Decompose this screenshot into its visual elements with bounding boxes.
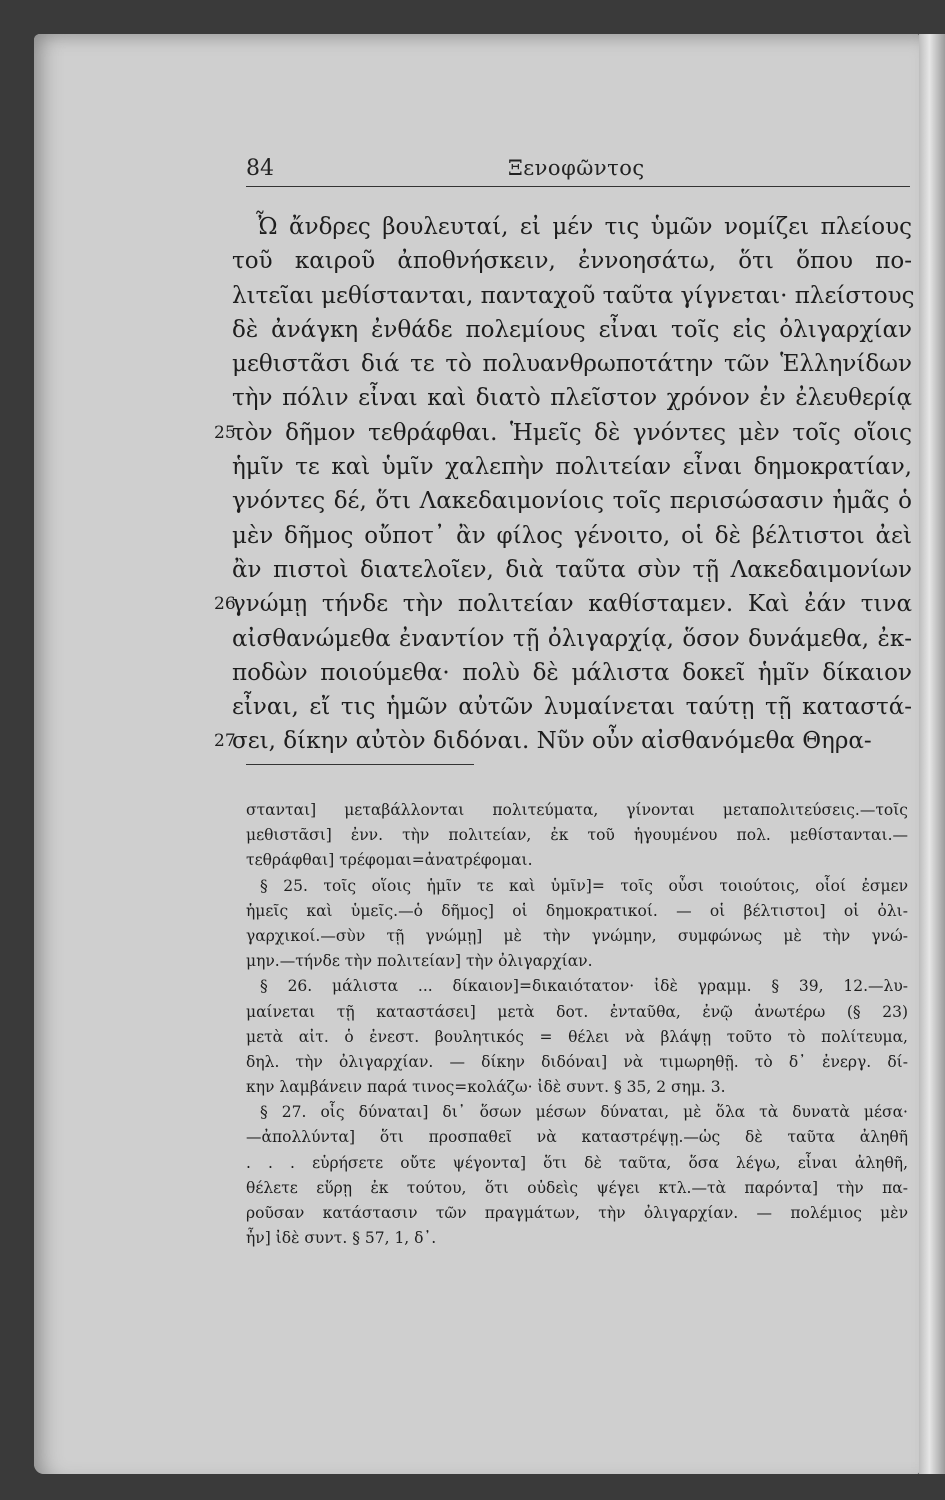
text-line — [232, 313, 912, 347]
footnote-line: μετὰ αἰτ. ὁ ἐνεστ. βουλητικός = θέλει νὰ βλάψῃ τοῦτο τὸ πολίτευμα, — [246, 1027, 908, 1046]
footnote-line: στανται] μεταβάλλονται πολιτεύματα, γίνονται μεταπολιτεύσεις.—τοῖς — [246, 801, 908, 819]
footnote-line: . . . εὑρήσετε οὔτε ψέγοντα] ὅτι δὲ ταῦτα, ὅσα λέγω, εἶναι ἀληθῆ, — [246, 1153, 908, 1172]
text-line — [232, 279, 915, 313]
footnote-line: γαρχικοί.—σὺν τῇ γνώμῃ] μὲ τὴν γνώμην, συμφώνως μὲ τὴν γνώ- — [246, 926, 908, 945]
text-line-content: τοῦ καιροῦ ἀποθνήσκειν, ἐννοησάτω, ὅτι ὅπου πο- — [232, 248, 912, 275]
text-line-content: μεθιστᾶσι διά τε τὸ πολυανθρωποτάτην τῶν Ἑλληνίδων — [232, 351, 912, 378]
text-line — [232, 656, 912, 690]
text-line-content: μὲν δῆμος οὔποτ᾽ ἂν φίλος γένοιτο, οἱ δὲ βέλτιστοι ἀεὶ — [232, 522, 912, 549]
footnotes — [246, 798, 908, 1251]
text-line-content: ἂν πιστοὶ διατελοῖεν, διὰ ταῦτα σὺν τῇ Λακεδαιμονίων — [232, 556, 912, 583]
page-number: 84 — [246, 156, 274, 181]
footnote-line: § 26. μάλιστα ... δίκαιον]=δικαιότατον· ἰδὲ γραμμ. § 39, 12.—λυ- — [260, 977, 908, 996]
text-line — [232, 484, 912, 518]
text-line — [214, 416, 912, 450]
text-line — [232, 210, 912, 244]
text-line — [232, 347, 912, 381]
footnote-line: μεθιστᾶσι] ἐνν. τὴν πολιτείαν, ἐκ τοῦ ἡγουμένου πολ. μεθίστανται.— — [246, 826, 908, 845]
text-line-content: γνώμῃ τήνδε τὴν πολιτείαν καθίσταμεν. Καὶ ἐάν τινα — [232, 591, 912, 618]
footnote-line: ἦν] ἰδὲ συντ. § 57, 1, δ᾽. — [246, 1229, 437, 1248]
text-line-content: ἡμῖν τε καὶ ὑμῖν χαλεπὴν πολιτείαν εἶναι δημοκρατίαν, — [232, 454, 912, 481]
running-title: Ξενοφῶντος — [508, 156, 645, 180]
footnote-line: δηλ. τὴν ὀλιγαρχίαν. — δίκην διδόναι] νὰ τιμωρηθῇ. τὸ δ᾽ ἐνεργ. δί- — [246, 1052, 908, 1071]
text-line-content: δὲ ἀνάγκη ἐνθάδε πολεμίους εἶναι τοῖς εἰς ὀλιγαρχίαν — [232, 316, 912, 343]
text-line-content: εἶναι, εἴ τις ἡμῶν αὐτῶν λυμαίνεται ταύτῃ τῇ καταστά- — [232, 694, 912, 721]
footnote-line: μαίνεται τῇ καταστάσει] μετὰ δοτ. ἐνταῦθα, ἐνῷ ἀνωτέρω (§ 23) — [246, 1002, 908, 1021]
text-line-content: τὴν πόλιν εἶναι καὶ διατὸ πλεῖστον χρόνον ἐν ἐλευθερίᾳ — [232, 385, 912, 412]
footnote-line: τεθράφθαι] τρέφομαι=ἀνατρέφομαι. — [246, 851, 533, 870]
text-line — [232, 450, 912, 484]
text-line — [232, 381, 912, 415]
footnote-line: —ἀπολλύντα] ὅτι προσπαθεῖ νὰ καταστρέψῃ.—ὡς δὲ ταῦτα ἀληθῆ — [246, 1128, 908, 1147]
text-line — [232, 519, 912, 553]
page-header — [246, 156, 910, 187]
text-line-content: αἰσθανώμεθα ἐναντίον τῇ ὀλιγαρχίᾳ, ὅσον δυνάμεθα, ἐκ- — [232, 625, 912, 652]
text-line — [232, 553, 912, 587]
footnote-line: θέλετε εὕρῃ ἐκ τούτου, ὅτι οὐδεὶς ψέγει κτλ.—τὰ παρόντα] τὴν πα- — [246, 1178, 908, 1197]
section-number: 27 — [214, 731, 236, 752]
text-line — [232, 622, 912, 656]
footnote-line: § 25. τοῖς οἵοις ἡμῖν τε καὶ ὑμῖν]= τοῖς οὖσι τοιούτοις, οἷοί ἐσμεν — [260, 876, 908, 895]
footnote-line: ροῦσαν κατάστασιν τῶν πραγμάτων, τὴν ὀλιγαρχίαν. — πολέμιος μὲν — [246, 1204, 908, 1222]
text-line-content: λιτεῖαι μεθίστανται, πανταχοῦ ταῦτα γίγνεται· πλείστους — [232, 282, 915, 309]
text-line-content: τὸν δῆμον τεθράφθαι. Ἡμεῖς δὲ γνόντες μὲν τοῖς οἵοις — [232, 419, 912, 446]
text-line-content: Ὦ ἄνδρες βουλευταί, εἰ μέν τις ὑμῶν νομίζει πλείους — [256, 214, 912, 240]
footnote-line: ἡμεῖς καὶ ὑμεῖς.—ὁ δῆμος] οἱ δημοκρατικοί. — οἱ βέλτιστοι] οἱ ὀλι- — [246, 901, 908, 920]
text-line-content: γνόντες δέ, ὅτι Λακεδαιμονίοις τοῖς περισώσασιν ἡμᾶς ὁ — [232, 488, 912, 515]
text-line-content: ποδὼν ποιούμεθα· πολὺ δὲ μάλιστα δοκεῖ ἡμῖν δίκαιον — [232, 659, 912, 686]
text-line-content: σει, δίκην αὐτὸν διδόναι. Νῦν οὖν αἰσθανόμεθα Θηρα- — [232, 728, 872, 755]
section-number: 26 — [214, 594, 236, 615]
text-line — [232, 690, 912, 724]
footnote-line: μην.—τήνδε τὴν πολιτείαν] τὴν ὀλιγαρχίαν. — [246, 952, 593, 971]
page-edge — [919, 34, 945, 1474]
text-line — [232, 244, 912, 278]
text-line — [214, 587, 912, 621]
section-number: 25 — [214, 422, 236, 443]
footnote-line: κην λαμβάνειν παρά τινος=κολάζω· ἰδὲ συντ. § 35, 2 σημ. 3. — [246, 1078, 726, 1097]
text-line — [214, 724, 912, 758]
footnote-line: § 27. οἷς δύναται] δι᾽ ὅσων μέσων δύναται, μὲ ὅλα τὰ δυνατὰ μέσα· — [260, 1103, 908, 1122]
footnote-separator — [246, 764, 474, 765]
main-text — [214, 210, 915, 759]
